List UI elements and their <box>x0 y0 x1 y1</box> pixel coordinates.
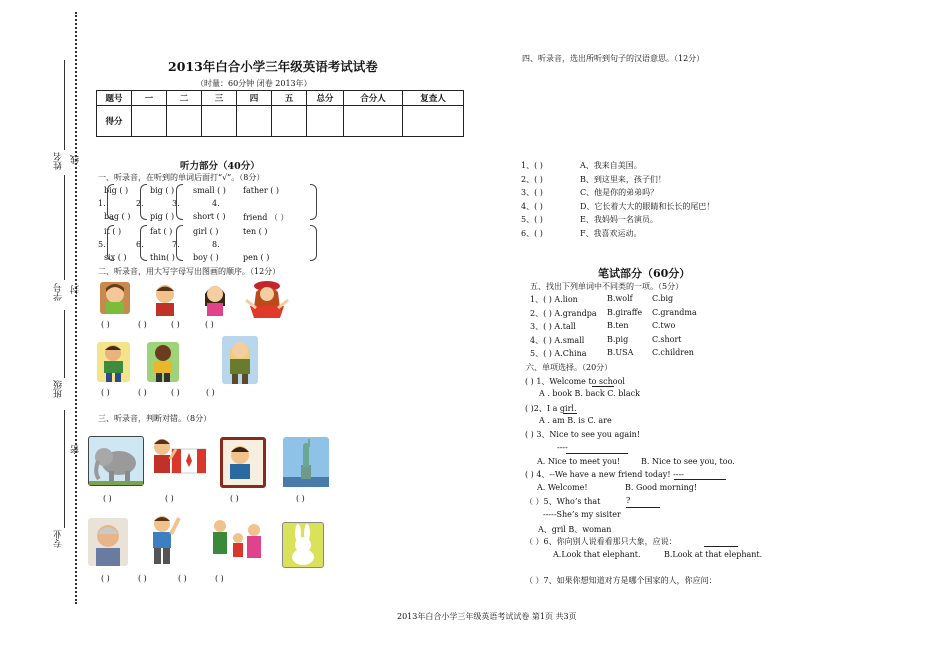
name-label: 姓名 <box>54 152 64 170</box>
q3-mark[interactable]: ( ) <box>178 574 187 583</box>
q5-option: C.children <box>652 348 694 357</box>
score-cell[interactable] <box>237 106 272 137</box>
q2-mark[interactable]: ( ) <box>171 320 180 329</box>
q1-item-number: 1. <box>98 199 106 208</box>
brace-mark <box>310 184 317 220</box>
q3-mark[interactable]: ( ) <box>215 574 224 583</box>
q1-word-choice[interactable]: big ( ) <box>104 186 129 195</box>
score-header-cell: 三 <box>202 91 237 106</box>
q1-word-choice[interactable]: fat ( ) <box>150 227 173 236</box>
class-underline <box>64 310 65 378</box>
q2-mark[interactable]: ( ) <box>138 320 147 329</box>
cut-mark-seal: 封 <box>71 285 81 294</box>
canada-flag-picture <box>150 435 206 480</box>
q3-mark[interactable]: ( ) <box>296 494 305 503</box>
brace-mark <box>176 184 183 220</box>
q6-line-q3a: A. Nice to meet you! <box>537 457 621 466</box>
q5-question[interactable]: 3、( ) A.tall <box>530 322 576 331</box>
q1-item-number: 4. <box>212 199 220 208</box>
q1-word-choice[interactable]: short ( ) <box>193 212 226 221</box>
q6-line-q5o: A、gril B、woman <box>538 525 612 534</box>
score-cell[interactable] <box>403 106 464 137</box>
q6-line-q7[interactable]: （ ）7、如果你想知道对方是哪个国家的人，你应问： <box>525 576 717 585</box>
score-cell[interactable] <box>167 106 202 137</box>
q4-answer-blank[interactable]: 5、( ) <box>521 215 543 224</box>
major-underline <box>64 410 65 528</box>
id-underline <box>64 175 65 280</box>
q1-word-choice[interactable]: six ( ) <box>104 253 127 262</box>
boy-picture <box>150 282 180 316</box>
q5-option: B.USA <box>607 348 634 357</box>
q6-line-q1[interactable]: ( ) 1、Welcome to school <box>525 377 625 386</box>
q6-line-q4a: A. Welcome! <box>537 483 588 492</box>
q1-item-number: 5. <box>98 240 106 249</box>
answer-underline[interactable] <box>674 479 726 480</box>
q2-mark[interactable]: ( ) <box>206 388 215 397</box>
q6-line-q3b: B. Nice to see you, too. <box>641 457 735 466</box>
written-heading: 笔试部分（60分） <box>598 267 691 280</box>
q4-answer-blank[interactable]: 4、( ) <box>521 201 543 211</box>
q4-option: A、我来自美国。 <box>580 161 642 170</box>
family-picture <box>208 518 266 568</box>
boy-picture <box>100 282 130 314</box>
class-label: 班级 <box>54 380 64 398</box>
page-title: 2013年白合小学三年级英语考试试卷 <box>168 59 378 74</box>
q4-answer-blank[interactable]: 6、( ) <box>521 228 543 238</box>
q4-option: D、它长着大大的眼睛和长长的尾巴！ <box>580 201 715 211</box>
q4-answer-blank[interactable]: 2、( ) <box>521 174 543 184</box>
q1-word-choice[interactable]: it ( ) <box>104 227 122 236</box>
cut-mark-secret: 密 <box>71 445 81 454</box>
q3-mark[interactable]: ( ) <box>165 494 174 503</box>
brace-mark <box>140 184 147 220</box>
q5-option: B.wolf <box>607 294 633 303</box>
q1-item-number: 2. <box>136 199 144 208</box>
score-cell[interactable] <box>132 106 167 137</box>
q5-question[interactable]: 1、( ) A.lion <box>530 295 578 304</box>
q6-line-q1o: A . book B. back C. black <box>539 389 640 398</box>
q2-mark[interactable]: ( ) <box>101 320 110 329</box>
girl-picture <box>222 336 258 384</box>
grandpa-picture <box>88 518 128 566</box>
boy-waving-picture <box>147 512 183 566</box>
score-header-cell: 四 <box>237 91 272 106</box>
brace-mark <box>310 225 317 261</box>
score-row-label: 得分 <box>97 106 132 137</box>
q4-option: F、我喜欢运动。 <box>580 228 642 238</box>
q2-mark[interactable]: ( ) <box>205 320 214 329</box>
q6-line-q6a: A.Look that elephant. <box>553 550 641 559</box>
q1-word-choice[interactable]: thin( ) <box>150 253 175 262</box>
q5-option: B.giraffe <box>607 307 643 317</box>
score-header-cell: 合分人 <box>344 91 403 106</box>
q4-answer-blank[interactable]: 3、( ) <box>521 188 543 197</box>
major-label: 专业 <box>54 530 64 548</box>
q6-line-q2[interactable]: ( )2、I a girl. <box>525 404 577 413</box>
q1-word-choice[interactable]: bag ( ) <box>104 212 131 221</box>
listening-heading: 听力部分（40分） <box>180 161 260 172</box>
score-table <box>96 90 464 137</box>
score-header-cell: 复查人 <box>403 91 464 106</box>
answer-underline[interactable] <box>704 546 738 547</box>
q5-option: C.big <box>652 294 674 303</box>
q1-instruction: 一、听录音，在听到的单词后面打“√”。（8分） <box>98 173 265 182</box>
q4-option: E、我妈妈一名演员。 <box>580 215 658 224</box>
score-cell[interactable] <box>272 106 307 137</box>
brace-mark <box>107 184 114 220</box>
q4-answer-blank[interactable]: 1、( ) <box>521 161 543 170</box>
q4-option: B、到这里来，孩子们！ <box>580 174 666 184</box>
brace-mark <box>140 225 147 261</box>
q5-option: C.short <box>652 334 682 344</box>
q5-instruction: 五、找出下列单词中不同类的一项。（5分） <box>530 282 684 291</box>
q6-instruction: 六、单项选择。（20分） <box>526 363 613 372</box>
girl-picture <box>240 278 295 318</box>
q5-question[interactable]: 2、( ) A.grandpa <box>530 308 597 318</box>
score-header-cell: 五 <box>272 91 307 106</box>
q3-mark[interactable]: ( ) <box>230 494 239 503</box>
q1-word-choice[interactable]: father ( ) <box>243 186 279 195</box>
q5-option: C.grandma <box>652 307 697 317</box>
elephant-picture <box>88 436 144 486</box>
exam-subtitle: （时量：60分钟 闭卷 2013年） <box>196 79 312 88</box>
q3-mark[interactable]: ( ) <box>103 494 112 503</box>
statue-of-liberty-picture <box>283 437 329 487</box>
score-header-cell: 题号 <box>97 91 132 106</box>
q1-item-number: 7. <box>172 240 180 249</box>
q1-item-number: 8. <box>212 240 220 249</box>
q1-word-choice[interactable]: girl ( ) <box>193 227 219 236</box>
score-cell[interactable] <box>307 106 344 137</box>
q1-word-choice[interactable]: small ( ) <box>193 186 226 195</box>
q6-line-q2o: A . am B. is C. are <box>539 416 612 425</box>
q6-line-q4b: B. Good morning! <box>625 483 698 492</box>
q6-line-q6b: B.Look at that elephant. <box>664 550 763 559</box>
q1-word-choice[interactable]: big ( ) <box>150 186 175 195</box>
answer-underline[interactable] <box>592 386 614 387</box>
binding-dotted-line <box>75 12 77 604</box>
q6-line-q3[interactable]: ( ) 3、Nice to see you again! <box>525 430 641 439</box>
q6-line-q5r: -----She’s my sisiter <box>543 510 621 519</box>
boy-picture <box>147 342 179 382</box>
q1-item-number: 3. <box>172 199 180 208</box>
q6-line-q5[interactable]: （ ）5、Who’s that <box>525 497 601 506</box>
girl-picture <box>200 280 230 316</box>
q5-question[interactable]: 4、( ) A.small <box>530 335 585 345</box>
q1-word-choice[interactable]: friend （ ） <box>243 213 289 222</box>
score-header-cell: 一 <box>132 91 167 106</box>
q1-word-choice[interactable]: ten ( ) <box>243 227 268 236</box>
portrait-picture <box>220 437 266 488</box>
name-underline <box>64 60 65 150</box>
q3-mark[interactable]: ( ) <box>101 574 110 583</box>
q6-line-q4[interactable]: ( ) 4、--We have a new friend today! ---- <box>525 470 684 479</box>
boy-picture <box>97 342 130 382</box>
score-cell[interactable] <box>344 106 403 137</box>
score-header-cell: 二 <box>167 91 202 106</box>
q5-option: B.pig <box>607 334 629 344</box>
answer-underline[interactable] <box>566 453 628 454</box>
page-footer: 2013年白合小学三年级英语考试试卷 第1页 共3页 <box>397 612 577 621</box>
q6-line-q6[interactable]: （ ）6、你向别人说看看那只大象，应说： <box>525 537 677 546</box>
cut-mark-line: 线 <box>71 155 81 164</box>
q5-option: B.ten <box>607 321 629 330</box>
q6-line-q5q: ? <box>626 496 631 505</box>
q1-word-choice[interactable]: boy ( ) <box>193 253 219 262</box>
brace-mark <box>107 225 114 261</box>
q1-item-number: 6. <box>136 240 144 249</box>
q2-mark[interactable]: ( ) <box>101 388 110 397</box>
answer-underline[interactable] <box>626 507 660 508</box>
brace-mark <box>176 225 183 261</box>
q2-mark[interactable]: ( ) <box>171 388 180 397</box>
q3-mark[interactable]: ( ) <box>138 574 147 583</box>
q1-word-choice[interactable]: pig ( ) <box>150 212 175 221</box>
student-id-label: 学号 <box>54 283 64 301</box>
score-cell[interactable] <box>202 106 237 137</box>
q5-option: C.two <box>652 321 676 330</box>
rabbit-picture <box>282 522 324 568</box>
q5-question[interactable]: 5、( ) A.China <box>530 349 587 358</box>
q4-instruction: 四、听录音，选出所听到句子的汉语意思。（12分） <box>522 54 705 63</box>
q6-line-q3r: ---- <box>557 443 568 452</box>
q3-instruction: 三、听录音，判断对错。（8分） <box>98 414 212 423</box>
q2-mark[interactable]: ( ) <box>138 388 147 397</box>
q4-option: C、他是你的弟弟吗？ <box>580 188 659 197</box>
q1-word-choice[interactable]: pen ( ) <box>243 253 270 262</box>
q2-instruction: 二、听录音，用大写字母写出图画的顺序。（12分） <box>98 267 281 276</box>
score-header-cell: 总分 <box>307 91 344 106</box>
answer-underline[interactable] <box>563 413 577 414</box>
